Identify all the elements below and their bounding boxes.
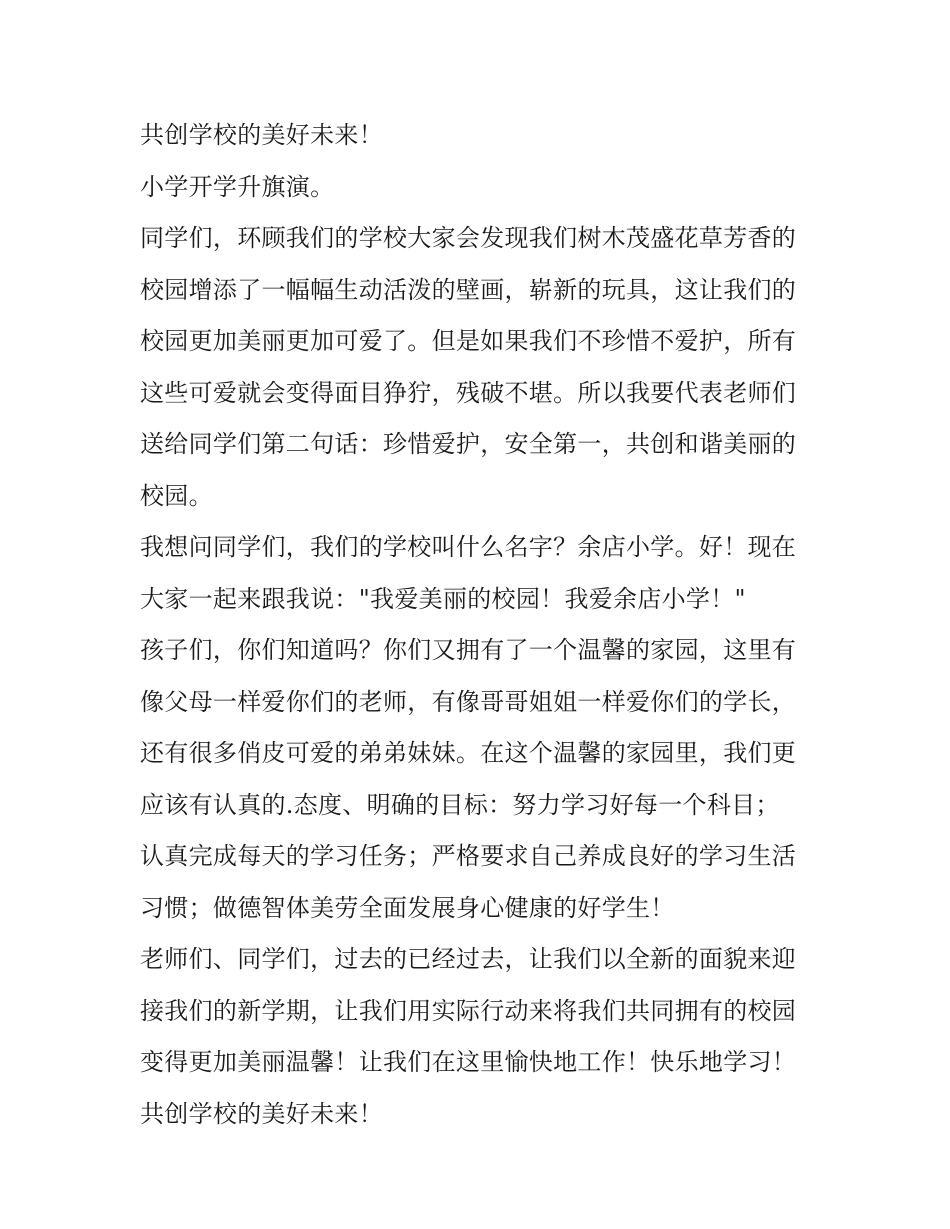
text-line: 接我们的新学期，让我们用实际行动来将我们共同拥有的校园	[140, 996, 797, 1025]
text-line: 习惯；做德智体美劳全面发展身心健康的好学生！	[140, 893, 675, 922]
text-line: 大家一起来跟我说："我爱美丽的校园！我爱余店小学！"	[140, 584, 746, 613]
text-line: 校园增添了一幅幅生动活泼的壁画，崭新的玩具，这让我们的	[140, 275, 797, 304]
text-line: 变得更加美丽温馨！让我们在这里愉快地工作！快乐地学习！	[140, 1048, 797, 1076]
text-line: 这些可爱就会变得面目狰狞，残破不堪。所以我要代表老师们	[140, 378, 797, 407]
text-line: 共创学校的美好未来！	[140, 121, 383, 149]
text-line: 同学们，环顾我们的学校大家会发现我们树木茂盛花草芳香的	[140, 224, 797, 252]
text-line: 共创学校的美好未来！	[140, 1099, 383, 1128]
text-line: 校园。	[140, 481, 213, 510]
text-line: 像父母一样爱你们的老师，有像哥哥姐姐一样爱你们的学长，	[140, 687, 797, 716]
text-line: 还有很多俏皮可爱的弟弟妹妹。在这个温馨的家园里，我们更	[140, 739, 797, 767]
document-body	[140, 110, 820, 1140]
text-line: 校园更加美丽更加可爱了。但是如果我们不珍惜不爱护，所有	[140, 327, 797, 355]
text-line: 应该有认真的.态度、明确的目标：努力学习好每一个科目；	[140, 790, 780, 819]
text-line: 认真完成每天的学习任务；严格要求自己养成良好的学习生活	[140, 842, 797, 870]
text-line: 我想问同学们，我们的学校叫什么名字？余店小学。好！现在	[140, 533, 797, 561]
text-line: 孩子们，你们知道吗？你们又拥有了一个温馨的家园，这里有	[140, 636, 797, 664]
text-line: 老师们、同学们，过去的已经过去，让我们以全新的面貌来迎	[140, 945, 797, 973]
text-line: 送给同学们第二句话：珍惜爱护，安全第一，共创和谐美丽的	[140, 430, 797, 458]
text-line: 小学开学升旗演。	[140, 172, 335, 201]
